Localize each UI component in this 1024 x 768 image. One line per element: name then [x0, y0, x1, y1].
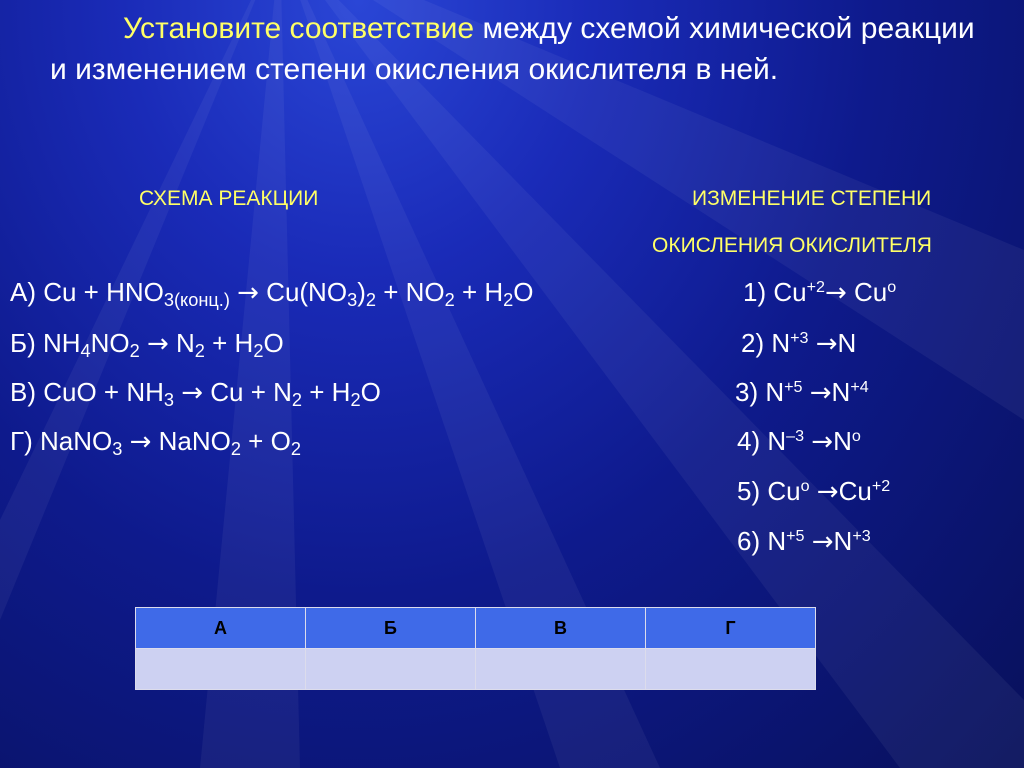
subscript: 2	[230, 439, 241, 460]
arrow-icon: →	[816, 477, 839, 507]
answer-header-a: А	[136, 608, 306, 649]
formula-text	[809, 328, 816, 358]
formula-text: )	[357, 277, 366, 307]
superscript: +3	[790, 329, 809, 348]
formula-text: 5) Cu	[737, 476, 801, 506]
subscript: 2	[291, 390, 303, 411]
subscript: 2	[253, 341, 264, 362]
reaction-a	[10, 277, 534, 311]
superscript: –3	[786, 427, 805, 446]
subscript: 4	[80, 341, 91, 362]
answer-cell-a[interactable]	[136, 649, 306, 690]
formula-text: N	[833, 426, 852, 456]
formula-text: + NO	[375, 277, 445, 307]
formula-text: + H	[454, 277, 504, 307]
formula-text	[140, 328, 147, 358]
arrow-icon: →	[809, 378, 832, 408]
formula-text: А) Cu + HNO	[10, 277, 164, 307]
header-oxidation-change-line1: ИЗМЕНЕНИЕ СТЕПЕНИ	[692, 187, 932, 210]
formula-text: O	[263, 328, 284, 358]
change-4	[737, 426, 861, 457]
formula-text: O	[513, 277, 534, 307]
header-oxidation-change-line2: ОКИСЛЕНИЯ ОКИСЛИТЕЛЯ	[652, 234, 932, 257]
superscript: +2	[806, 278, 825, 297]
formula-text: Cu	[838, 476, 872, 506]
reaction-v	[10, 377, 381, 411]
arrow-icon: →	[811, 527, 834, 557]
subscript: 2	[503, 290, 514, 311]
task-title	[50, 8, 990, 90]
formula-text: N	[831, 377, 851, 407]
superscript: +5	[784, 378, 803, 397]
subscript: 2	[444, 290, 455, 311]
answer-table-input-row	[136, 649, 816, 690]
superscript: +2	[871, 477, 891, 496]
formula-text: + O	[240, 426, 291, 456]
answer-table	[135, 607, 816, 690]
formula-text	[805, 526, 812, 556]
formula-text: NaNO	[151, 426, 231, 456]
change-3	[735, 377, 869, 408]
formula-text: 4) N	[737, 426, 787, 456]
answer-cell-g[interactable]	[646, 649, 816, 690]
formula-text: N	[833, 526, 853, 556]
formula-text: N	[168, 328, 195, 358]
formula-text: 1) Cu	[743, 277, 807, 307]
subscript: 2	[290, 439, 301, 460]
superscript: o	[851, 427, 861, 446]
subscript: 2	[365, 290, 376, 311]
change-6	[737, 526, 871, 557]
answer-cell-v[interactable]	[476, 649, 646, 690]
formula-text: Cu(NO	[258, 277, 348, 307]
arrow-icon: →	[824, 278, 847, 308]
formula-text: N	[837, 328, 857, 358]
superscript: +3	[852, 527, 871, 546]
formula-text: 2) N	[741, 328, 791, 358]
formula-text: Г) NaNO	[10, 426, 113, 456]
change-5	[737, 476, 890, 507]
reaction-b	[10, 328, 284, 362]
formula-text	[122, 426, 129, 456]
superscript: o	[800, 477, 810, 496]
header-reaction-scheme: СХЕМА РЕАКЦИИ	[139, 187, 319, 210]
arrow-icon: →	[811, 427, 834, 457]
formula-text: В) CuO + NH	[10, 377, 164, 407]
answer-cell-b[interactable]	[306, 649, 476, 690]
formula-text: + H	[302, 377, 351, 407]
arrow-icon: →	[146, 329, 169, 359]
title-highlight: Установите соответствие	[123, 12, 475, 45]
subscript: 2	[350, 390, 361, 411]
arrow-icon: →	[181, 378, 204, 408]
arrow-icon: →	[129, 427, 152, 457]
superscript: +4	[850, 378, 869, 397]
formula-text: 3) N	[735, 377, 785, 407]
answer-header-g: Г	[646, 608, 816, 649]
change-2	[741, 328, 856, 359]
formula-text: Cu + N	[203, 377, 292, 407]
formula-text	[803, 377, 810, 407]
subscript: 3	[347, 290, 358, 311]
superscript: +5	[786, 527, 805, 546]
formula-text: NO	[90, 328, 130, 358]
subscript: 2	[129, 341, 140, 362]
formula-text	[810, 476, 817, 506]
answer-header-b: Б	[306, 608, 476, 649]
arrow-icon: →	[815, 329, 838, 359]
subscript: 2	[194, 341, 205, 362]
answer-header-v: В	[476, 608, 646, 649]
formula-text: Cu	[846, 277, 888, 307]
title-rest: между схемой химической реакции и изменением степени окисления окислителя в ней.	[50, 12, 975, 86]
arrow-icon: →	[237, 278, 259, 308]
subscript: 3	[163, 390, 174, 411]
formula-text: 6) N	[737, 526, 787, 556]
formula-text: + H	[204, 328, 254, 358]
change-1	[743, 277, 896, 308]
reaction-g	[10, 426, 301, 460]
formula-text: Б) NH	[10, 328, 81, 358]
subscript: 3(конц.)	[163, 290, 230, 311]
answer-table-header-row	[136, 608, 816, 649]
subscript: 3	[112, 439, 123, 460]
superscript: o	[887, 278, 897, 297]
formula-text: O	[360, 377, 381, 407]
